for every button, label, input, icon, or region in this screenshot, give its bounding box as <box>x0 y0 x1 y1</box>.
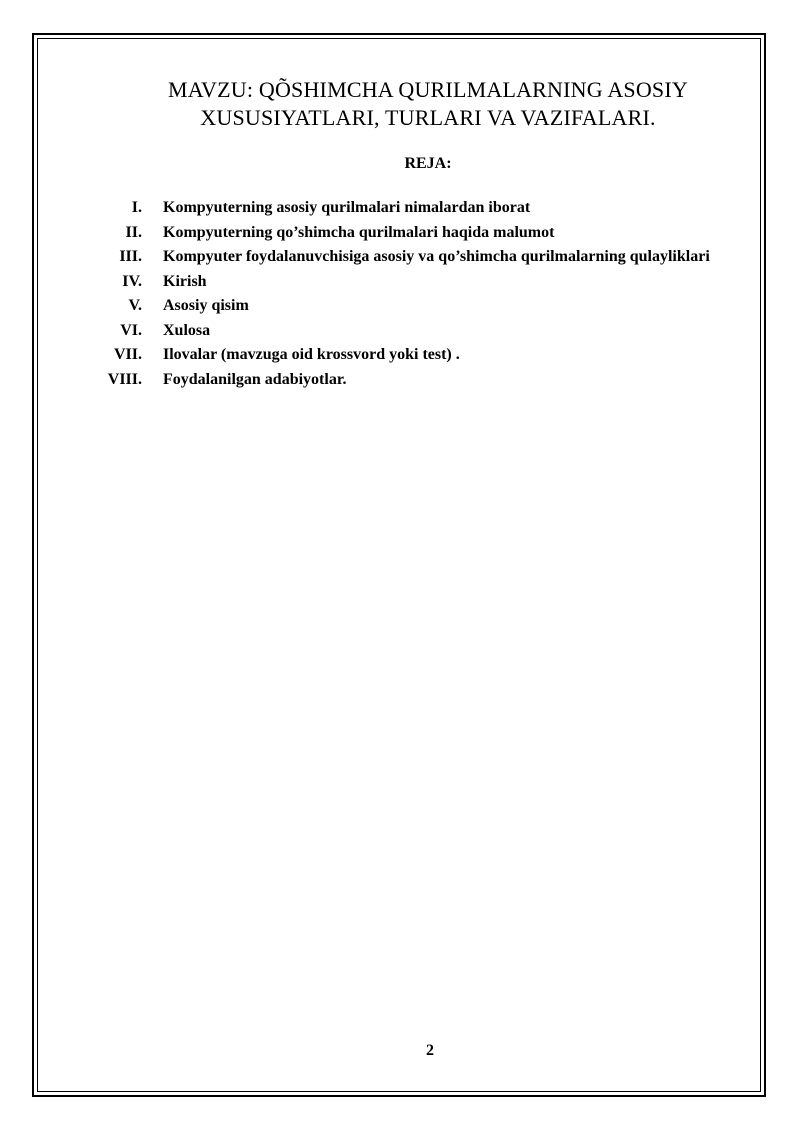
plan-item-number: III. <box>119 248 142 265</box>
plan-item-text: Kompyuterning qo’shimcha qurilmalari haqida malumot <box>163 223 555 241</box>
plan-item-number: II. <box>125 223 142 241</box>
plan-item-text: Ilovalar (mavzuga oid krossvord yoki test) . <box>163 346 460 363</box>
plan-item-number: VII. <box>113 346 142 363</box>
plan-item <box>0 221 800 246</box>
plan-item <box>0 270 800 295</box>
plan-item-number: IV. <box>122 272 142 290</box>
plan-item <box>0 294 800 319</box>
plan-item <box>0 196 800 221</box>
page-number: 2 <box>426 1042 434 1059</box>
title-line: XUSUSIYATLARI, TURLARI VA VAZIFALARI. <box>200 105 656 130</box>
plan-item-number: I. <box>131 199 142 216</box>
plan-item <box>0 343 800 368</box>
plan-item-text: Xulosa <box>163 321 211 339</box>
plan-heading: REJA: <box>404 155 452 172</box>
plan-item-text: Kirish <box>163 272 207 290</box>
document-title <box>100 76 756 132</box>
plan-item-text: Asosiy qisim <box>163 297 249 314</box>
plan-item <box>0 245 800 270</box>
plan-item <box>0 368 800 393</box>
plan-item-number: V. <box>128 297 142 314</box>
plan-item-text: Kompyuterning asosiy qurilmalari nimalardan iborat <box>163 199 531 216</box>
plan-item-number: VIII. <box>107 370 142 388</box>
plan-item-number: VI. <box>120 321 142 339</box>
plan-item-text: Kompyuter foydalanuvchisiga asosiy va qo’shimcha qurilmalarning qulayliklari <box>163 248 710 265</box>
title-line: MAVZU: QÕSHIMCHA QURILMALARNING ASOSIY <box>168 77 688 102</box>
plan-item <box>0 319 800 344</box>
plan-item-text: Foydalanilgan adabiyotlar. <box>163 370 347 388</box>
plan-list <box>0 196 800 392</box>
